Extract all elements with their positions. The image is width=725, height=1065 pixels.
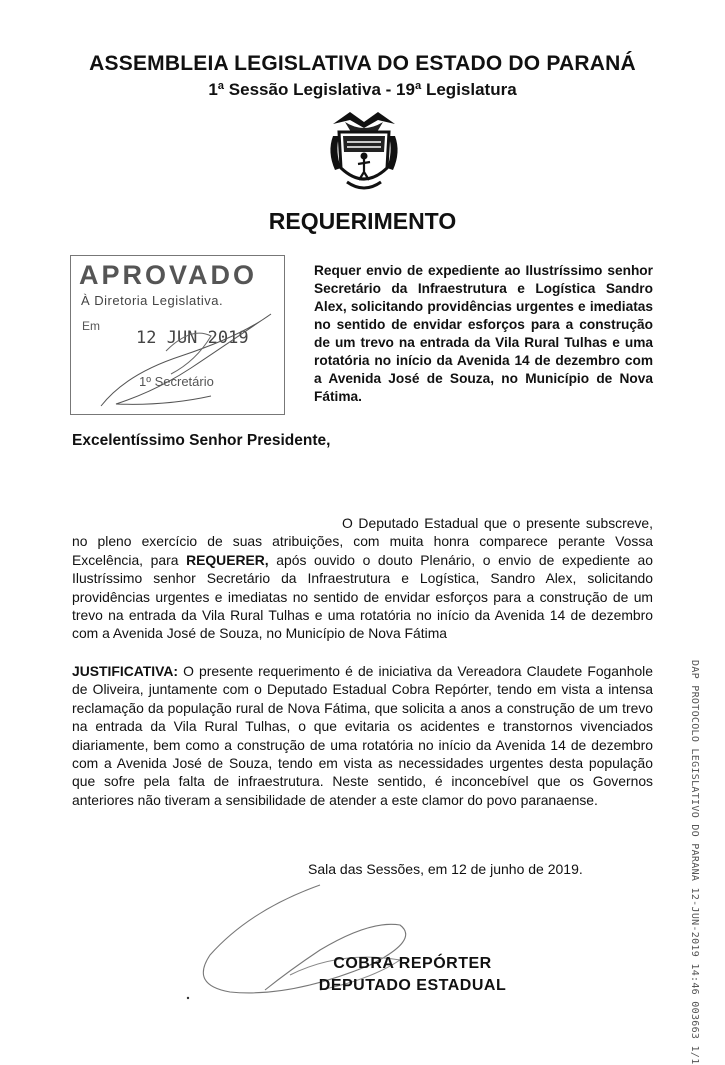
closing-line: Sala das Sessões, em 12 de junho de 2019. — [308, 861, 583, 877]
stamp-subtitle: À Diretoria Legislativa. — [81, 293, 224, 308]
request-summary: Requer envio de expediente ao Ilustríssimo senhor Secretário da Infraestrutura e Logística Sandro Alex, solicitando providências urgentes e imediatas no sentido de envidar esforços para a construção de um trevo na entrada da Vila Rural Tulhas e uma rotatória no início da Avenida 14 de dezembro com a Avenida José de Souza, no Município de Nova Fátima. — [314, 263, 653, 404]
body-text-start: O Deputado Estadual que o presente subscreve, no pleno exercício de suas atribuições, com muita honra comparece perante Vossa Excelência, para — [72, 515, 653, 568]
justification-paragraph — [72, 662, 653, 809]
justification-label: JUSTIFICATIVA: — [72, 663, 178, 679]
body-paragraph — [72, 514, 653, 643]
header-subtitle: 1ª Sessão Legislativa - 19ª Legislatura — [208, 80, 517, 99]
stamp-title: APROVADO — [79, 260, 258, 290]
justification-text: O presente requerimento é de iniciativa da Vereadora Claudete Foganhole de Oliveira, juntamente com o Deputado Estadual Cobra Repórter, tendo em vista a intensa reclamação da população rural de Nova Fátima, que solicita a anos a construção de um trevo na entrada da Vila Rural Tulhas, o que evitaria os acidentes e transtornos vivenciados diariamente, bem como a construção de uma rotatória no início da Avenida 14 de dezembro com a Avenida José de Souza, tendo em vista as necessidades urgentes desta população que sofre pela falta de infraestrutura. Neste sentido, é inconcebível que os Governos anteriores não tiveram a sensibilidade de atender a este clamor do povo paranaense. — [72, 663, 653, 808]
stamp-secretary: 1º Secretário — [139, 374, 214, 389]
protocol-stamp-text: DAP PROTOCOLO LEGISLATIVO DO PARANA 12-JUN-2019 14:46 003663 1/1 — [689, 660, 700, 1065]
salutation: Excelentíssimo Senhor Presidente, — [72, 432, 331, 449]
signatory-name: COBRA REPÓRTER — [333, 955, 492, 972]
stamp-em-label: Em — [82, 319, 100, 333]
signatory-title: DEPUTADO ESTADUAL — [318, 977, 507, 994]
body-text-bold: REQUERER, — [186, 551, 269, 568]
stamp-date: 12 JUN 2019 — [136, 328, 249, 348]
body-text-end: após ouvido o douto Plenário, o envio de expediente ao Ilustríssimo senhor Secretário da Infraestrutura e Logística, Sandro Alex, solicitando providências urgentes e imediatas no sentido de envidar esforços para a construção de um trevo na entrada da Vila Rural Tulhas e uma rotatória no início da Avenida 14 de dezembro com a Avenida José de Souza, no Município de Nova Fátima — [72, 551, 653, 642]
stamp-signature-scribble — [71, 256, 284, 414]
document-title: REQUERIMENTO — [268, 208, 457, 234]
parana-coat-of-arms — [325, 112, 403, 196]
header-title: ASSEMBLEIA LEGISLATIVA DO ESTADO DO PARANÁ — [89, 52, 636, 75]
protocol-side-stamp — [684, 660, 704, 1065]
approval-stamp — [70, 255, 285, 415]
